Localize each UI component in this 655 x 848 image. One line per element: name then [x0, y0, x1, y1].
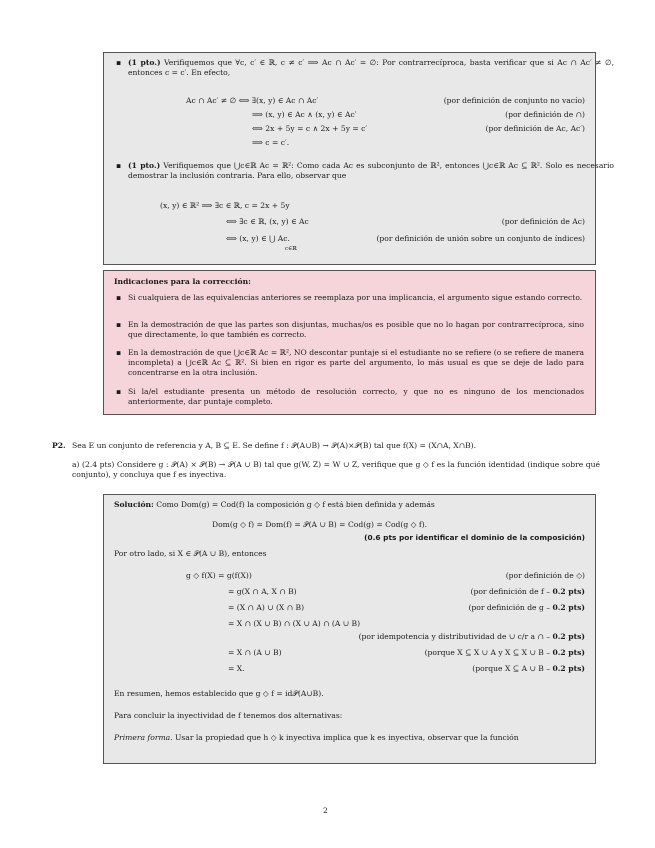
union-subscript: c∈ℝ	[285, 246, 297, 252]
bullet-union	[114, 161, 614, 181]
correction-item: ▪ En la demostración de que ⋃c∈ℝ Ac = ℝ², NO descontar puntaje si el estudiante no se refiere (o se refiere de manera incompleta) a ⋃c∈ℝ Ac ⊆ ℝ². Si bien en rigor es parte del argumento, lo más usual es que se deje de lado para concentrarse en la otra inclusión.	[114, 348, 584, 378]
comp-note-3: (por definición de g – 0.2 pts)	[468, 603, 585, 612]
problem-label: P2.	[52, 441, 66, 450]
eq-line-3: ⟺ 2x + 5y = c ∧ 2x + 5y = c′	[252, 124, 368, 133]
correction-item: ▪ En la demostración de que las partes son disjuntas, muchas/os es posible que no lo hagan por contrarrecíproca, sino que directamente, lo que también es correcto.	[114, 320, 584, 340]
solution-text: Como Dom(g) = Cod(f) la composición g ◇ f está bien definida y además	[156, 500, 435, 509]
comp-note-4: (por idempotencia y distributividad de ∪ c/r a ∩ – 0.2 pts)	[358, 632, 585, 641]
points-label: (1 pto.)	[128, 58, 161, 67]
comp-line-6: = X.	[228, 664, 245, 673]
eq2-note-2: (por definición de Ac)	[501, 217, 585, 226]
eq2-line-2: ⟺ ∃c ∈ ℝ, (x, y) ∈ Ac	[226, 217, 309, 226]
problem-part-a: a) (2.4 pts) Considere g : 𝒫(A) × 𝒫(B) → 𝒫(A ∪ B) tal que g(W, Z) = W ∪ Z, verifique que g ◇ f es la función identidad (indique sobre qué conjunto), y concluya que f es inyectiva.	[72, 460, 600, 480]
comp-line-4: = X ∩ (X ∪ B) ∩ (X ∪ A) ∩ (A ∪ B)	[228, 619, 361, 628]
comp-note-6: (porque X ⊆ A ∪ B – 0.2 pts)	[472, 664, 585, 673]
bullet-disjoint	[114, 58, 614, 78]
problem-statement: Sea E un conjunto de referencia y A, B ⊆ E. Se define f : 𝒫(A∪B) → 𝒫(A)×𝒫(B) tal que f(X) = (X∩A, X∩B).	[72, 441, 477, 450]
eq-note-1: (por definición de conjunto no vacío)	[443, 96, 585, 105]
other-side-text: Por otro lado, si X ∈ 𝒫(A ∪ B), entonces	[114, 549, 267, 558]
eq-line-1: Ac ∩ Ac′ ≠ ∅ ⟺ ∃(x, y) ∈ Ac ∩ Ac′	[186, 96, 319, 105]
eq2-line-3: ⟺ (x, y) ∈ ⋃ Ac.	[226, 234, 290, 243]
solution-label: Solución:	[114, 500, 154, 509]
correction-title: Indicaciones para la corrección:	[114, 277, 251, 286]
eq2-line-1: (x, y) ∈ ℝ² ⟹ ∃c ∈ ℝ, c = 2x + 5y	[160, 201, 290, 210]
points-label: (1 pto.)	[128, 161, 161, 170]
domain-points: (0.6 pts por identificar el dominio de la composición)	[364, 533, 585, 542]
solution-box-1	[103, 52, 614, 265]
correction-item: ▪ Si cualquiera de las equivalencias anteriores se reemplaza por una implicancia, el argumento sigue estando correcto.	[114, 293, 584, 303]
page-number: 2	[323, 806, 328, 815]
eq-line-4: ⟹ c = c′.	[252, 138, 290, 147]
comp-note-1: (por definición de ◇)	[505, 571, 585, 580]
conclude-text: Para concluir la inyectividad de f tenemos dos alternativas:	[114, 711, 343, 720]
comp-line-1: g ◇ f(X) = g(f(X))	[186, 571, 252, 580]
eq-line-2: ⟹ (x, y) ∈ Ac ∧ (x, y) ∈ Ac′	[252, 110, 357, 119]
bullet-text: Verifiquemos que ⋃c∈ℝ Ac = ℝ²: Como cada Ac es subconjunto de ℝ², entonces ⋃c∈ℝ Ac ⊆ ℝ². Solo es necesario demostrar la inclusión contraria. Para ello, observar que	[128, 161, 614, 181]
first-form-text: Primera forma. Usar la propiedad que h ◇ k inyectiva implica que k es inyectiva, observar que la función	[114, 733, 519, 742]
eq-note-3: (por definición de Ac, Ac′)	[485, 124, 585, 133]
comp-line-5: = X ∩ (A ∪ B)	[228, 648, 282, 657]
solution-box-2	[103, 494, 596, 764]
comp-line-3: = (X ∩ A) ∪ (X ∩ B)	[228, 603, 305, 612]
correction-item: ▪ Si la/el estudiante presenta un método de resolución correcto, y que no es ninguno de los mencionados anteriormente, dar puntaje completo.	[114, 387, 584, 407]
comp-line-2: = g(X ∩ A, X ∩ B)	[228, 587, 297, 596]
first-form-label: Primera forma.	[114, 733, 173, 742]
correction-box	[103, 270, 596, 415]
comp-note-5: (porque X ⊆ X ∪ A y X ⊆ X ∪ B – 0.2 pts)	[424, 648, 585, 657]
domain-equation: Dom(g ◇ f) = Dom(f) = 𝒫(A ∪ B) = Cod(g) = Cod(g ◇ f).	[212, 520, 428, 529]
eq2-note-3: (por definición de unión sobre un conjunto de índices)	[376, 234, 585, 243]
solution-intro	[114, 500, 435, 510]
eq-note-2: (por definición de ∩)	[505, 110, 585, 119]
bullet-text: Verifiquemos que ∀c, c′ ∈ ℝ, c ≠ c′ ⟹ Ac ∩ Ac′ = ∅: Por contrarrecíproca, basta verificar que si Ac ∩ Ac′ ≠ ∅, entonces c = c′. En efecto,	[128, 58, 614, 78]
summary-text: En resumen, hemos establecido que g ◇ f = id𝒫(A∪B).	[114, 689, 324, 698]
comp-note-2: (por definición de f – 0.2 pts)	[470, 587, 585, 596]
